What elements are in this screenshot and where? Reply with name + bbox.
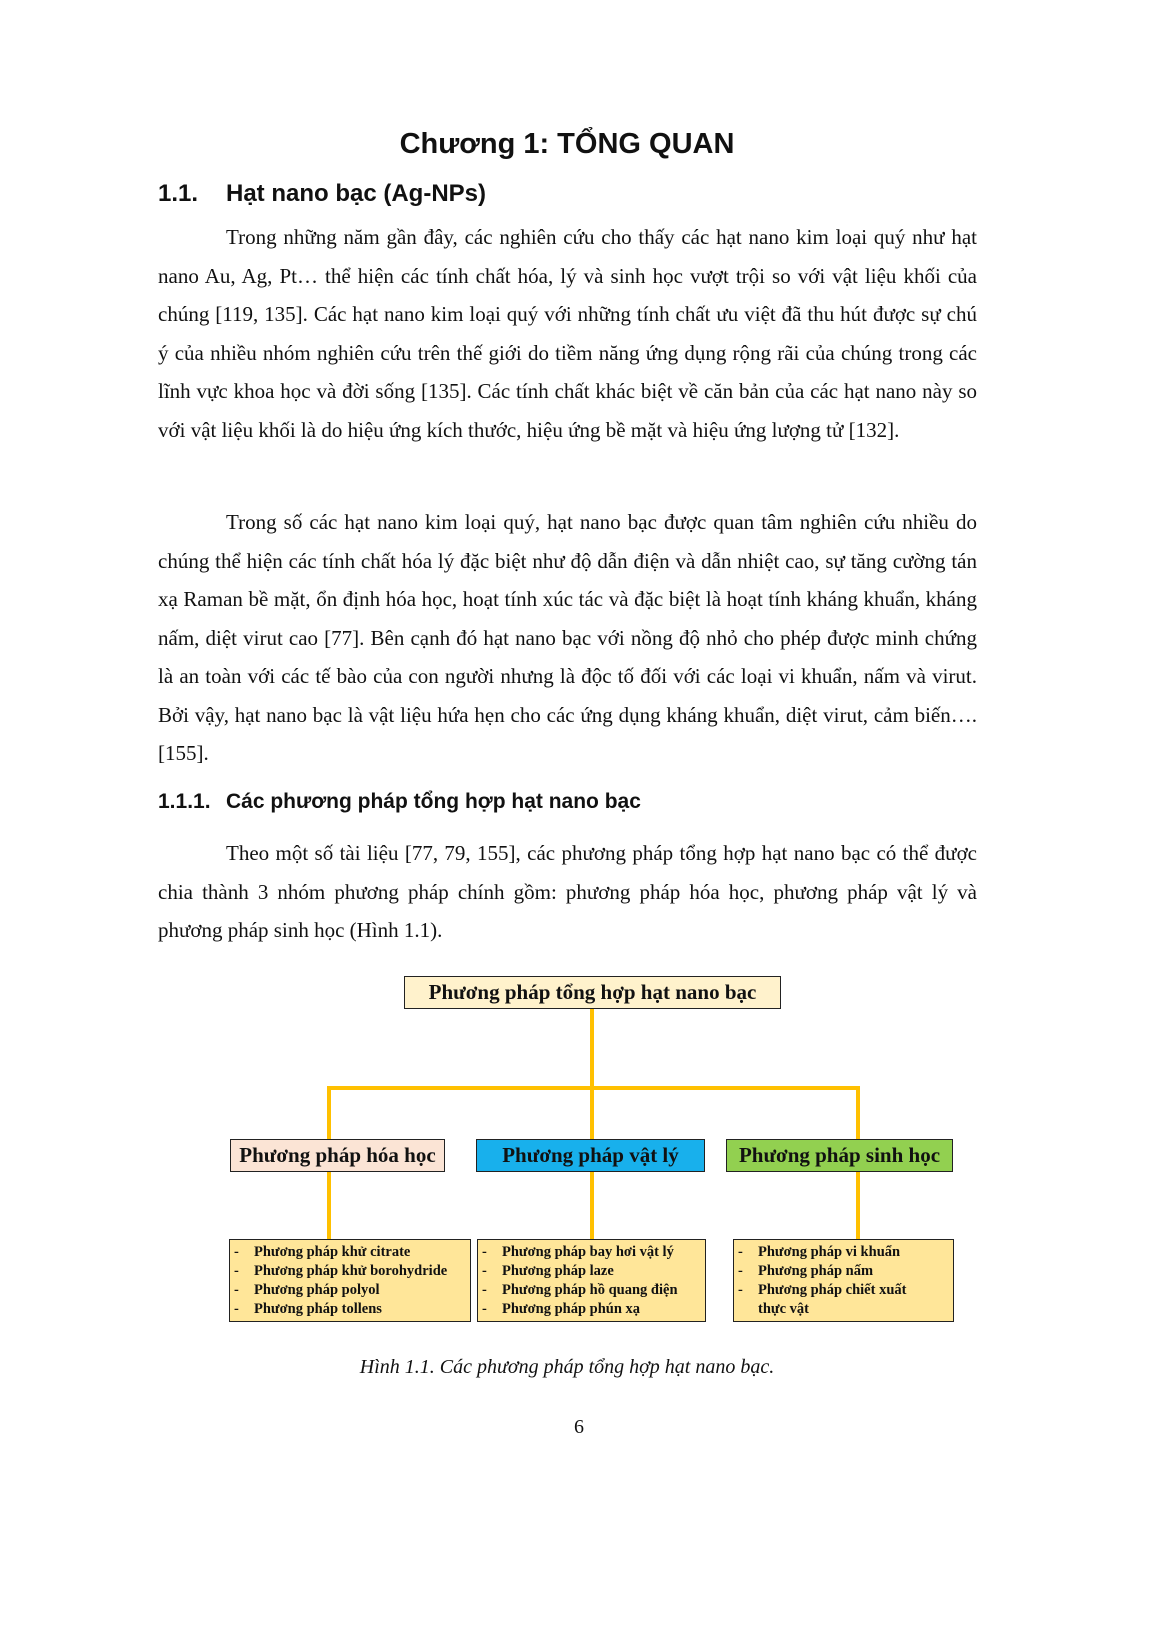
branch-biological: Phương pháp sinh học <box>726 1139 953 1172</box>
connector <box>856 1086 860 1140</box>
list-item: - Phương pháp polyol <box>234 1282 380 1298</box>
list-item: - Phương pháp phún xạ <box>482 1301 641 1317</box>
list-item: - Phương pháp vi khuẩn <box>738 1244 901 1260</box>
paragraph-3: Theo một số tài liệu [77, 79, 155], các phương pháp tổng hợp hạt nano bạc có thể được chia thành 3 nhóm phương pháp chính gồm: phương pháp hóa học, phương pháp vật lý và phương pháp sinh học (Hình 1.1). <box>158 841 977 942</box>
paragraph-1: Trong những năm gần đây, các nghiên cứu cho thấy các hạt nano kim loại quý như hạt nano Au, Ag, Pt… thể hiện các tính chất hóa, lý và sinh học vượt trội so với vật liệu khối của chúng [119, 135]. Các hạt nano kim loại quý với những tính chất ưu việt đã thu hút được sự chú ý của nhiều nhóm nghiên cứu trên thế giới do tiềm năng ứng dụng rộng rãi của chúng trong các lĩnh vực khoa học và đời sống [135]. Các tính chất khác biệt về căn bản của các hạt nano này so với vật liệu khối là do hiệu ứng kích thước, hiệu ứng bề mặt và hiệu ứng lượng tử [132]. <box>158 225 977 442</box>
page-number: 6 <box>574 1416 584 1438</box>
biological-methods-list <box>733 1239 954 1322</box>
list-item: - Phương pháp chiết xuất thực vật <box>738 1282 907 1317</box>
list-item: - Phương pháp bay hơi vật lý <box>482 1244 674 1260</box>
list-item: - Phương pháp hồ quang điện <box>482 1282 678 1298</box>
chemical-methods-list <box>229 1239 471 1322</box>
physical-methods-list <box>477 1239 706 1322</box>
connector <box>327 1171 331 1240</box>
list-item: - Phương pháp laze <box>482 1263 614 1279</box>
list-item: - Phương pháp tollens <box>234 1301 382 1317</box>
section-number: 1.1. <box>158 180 199 207</box>
subsection-number: 1.1.1. <box>158 790 211 813</box>
section-heading <box>158 180 486 208</box>
paragraph-2: Trong số các hạt nano kim loại quý, hạt nano bạc được quan tâm nghiên cứu nhiều do chúng thể hiện các tính chất hóa lý đặc biệt như độ dẫn điện và dẫn nhiệt cao, sự tăng cường tán xạ Raman bề mặt, ổn định hóa học, hoạt tính xúc tác và đặc biệt là hoạt tính kháng khuẩn, kháng nấm, diệt virut cao [77]. Bên cạnh đó hạt nano bạc với nồng độ nhỏ cho phép được minh chứng là an toàn với các tế bào của con người nhưng là độc tố đối với các loại vi khuẩn, nấm và virut. Bởi vậy, hạt nano bạc là vật liệu hứa hẹn cho các ứng dụng kháng khuẩn, diệt virut, cảm biến…. [155]. <box>158 510 977 765</box>
connector <box>590 1171 594 1240</box>
connector <box>590 1086 594 1140</box>
connector <box>327 1086 331 1140</box>
list-item: - Phương pháp khử citrate <box>234 1244 411 1260</box>
connector <box>856 1171 860 1240</box>
section-title: Hạt nano bạc (Ag-NPs) <box>226 180 487 207</box>
chapter-title: Chương 1: TỔNG QUAN <box>399 128 735 160</box>
subsection-title: Các phương pháp tổng hợp hạt nano bạc <box>226 790 641 813</box>
branch-physical: Phương pháp vật lý <box>476 1139 705 1172</box>
connector <box>590 1008 594 1090</box>
list-item: - Phương pháp nấm <box>738 1263 874 1279</box>
root-node: Phương pháp tổng hợp hạt nano bạc <box>404 976 781 1009</box>
subsection-heading <box>158 790 641 814</box>
figure-caption: Hình 1.1. Các phương pháp tổng hợp hạt nano bạc. <box>359 1356 775 1378</box>
branch-chemical: Phương pháp hóa học <box>230 1139 445 1172</box>
list-item: - Phương pháp khử borohydride <box>234 1263 448 1279</box>
